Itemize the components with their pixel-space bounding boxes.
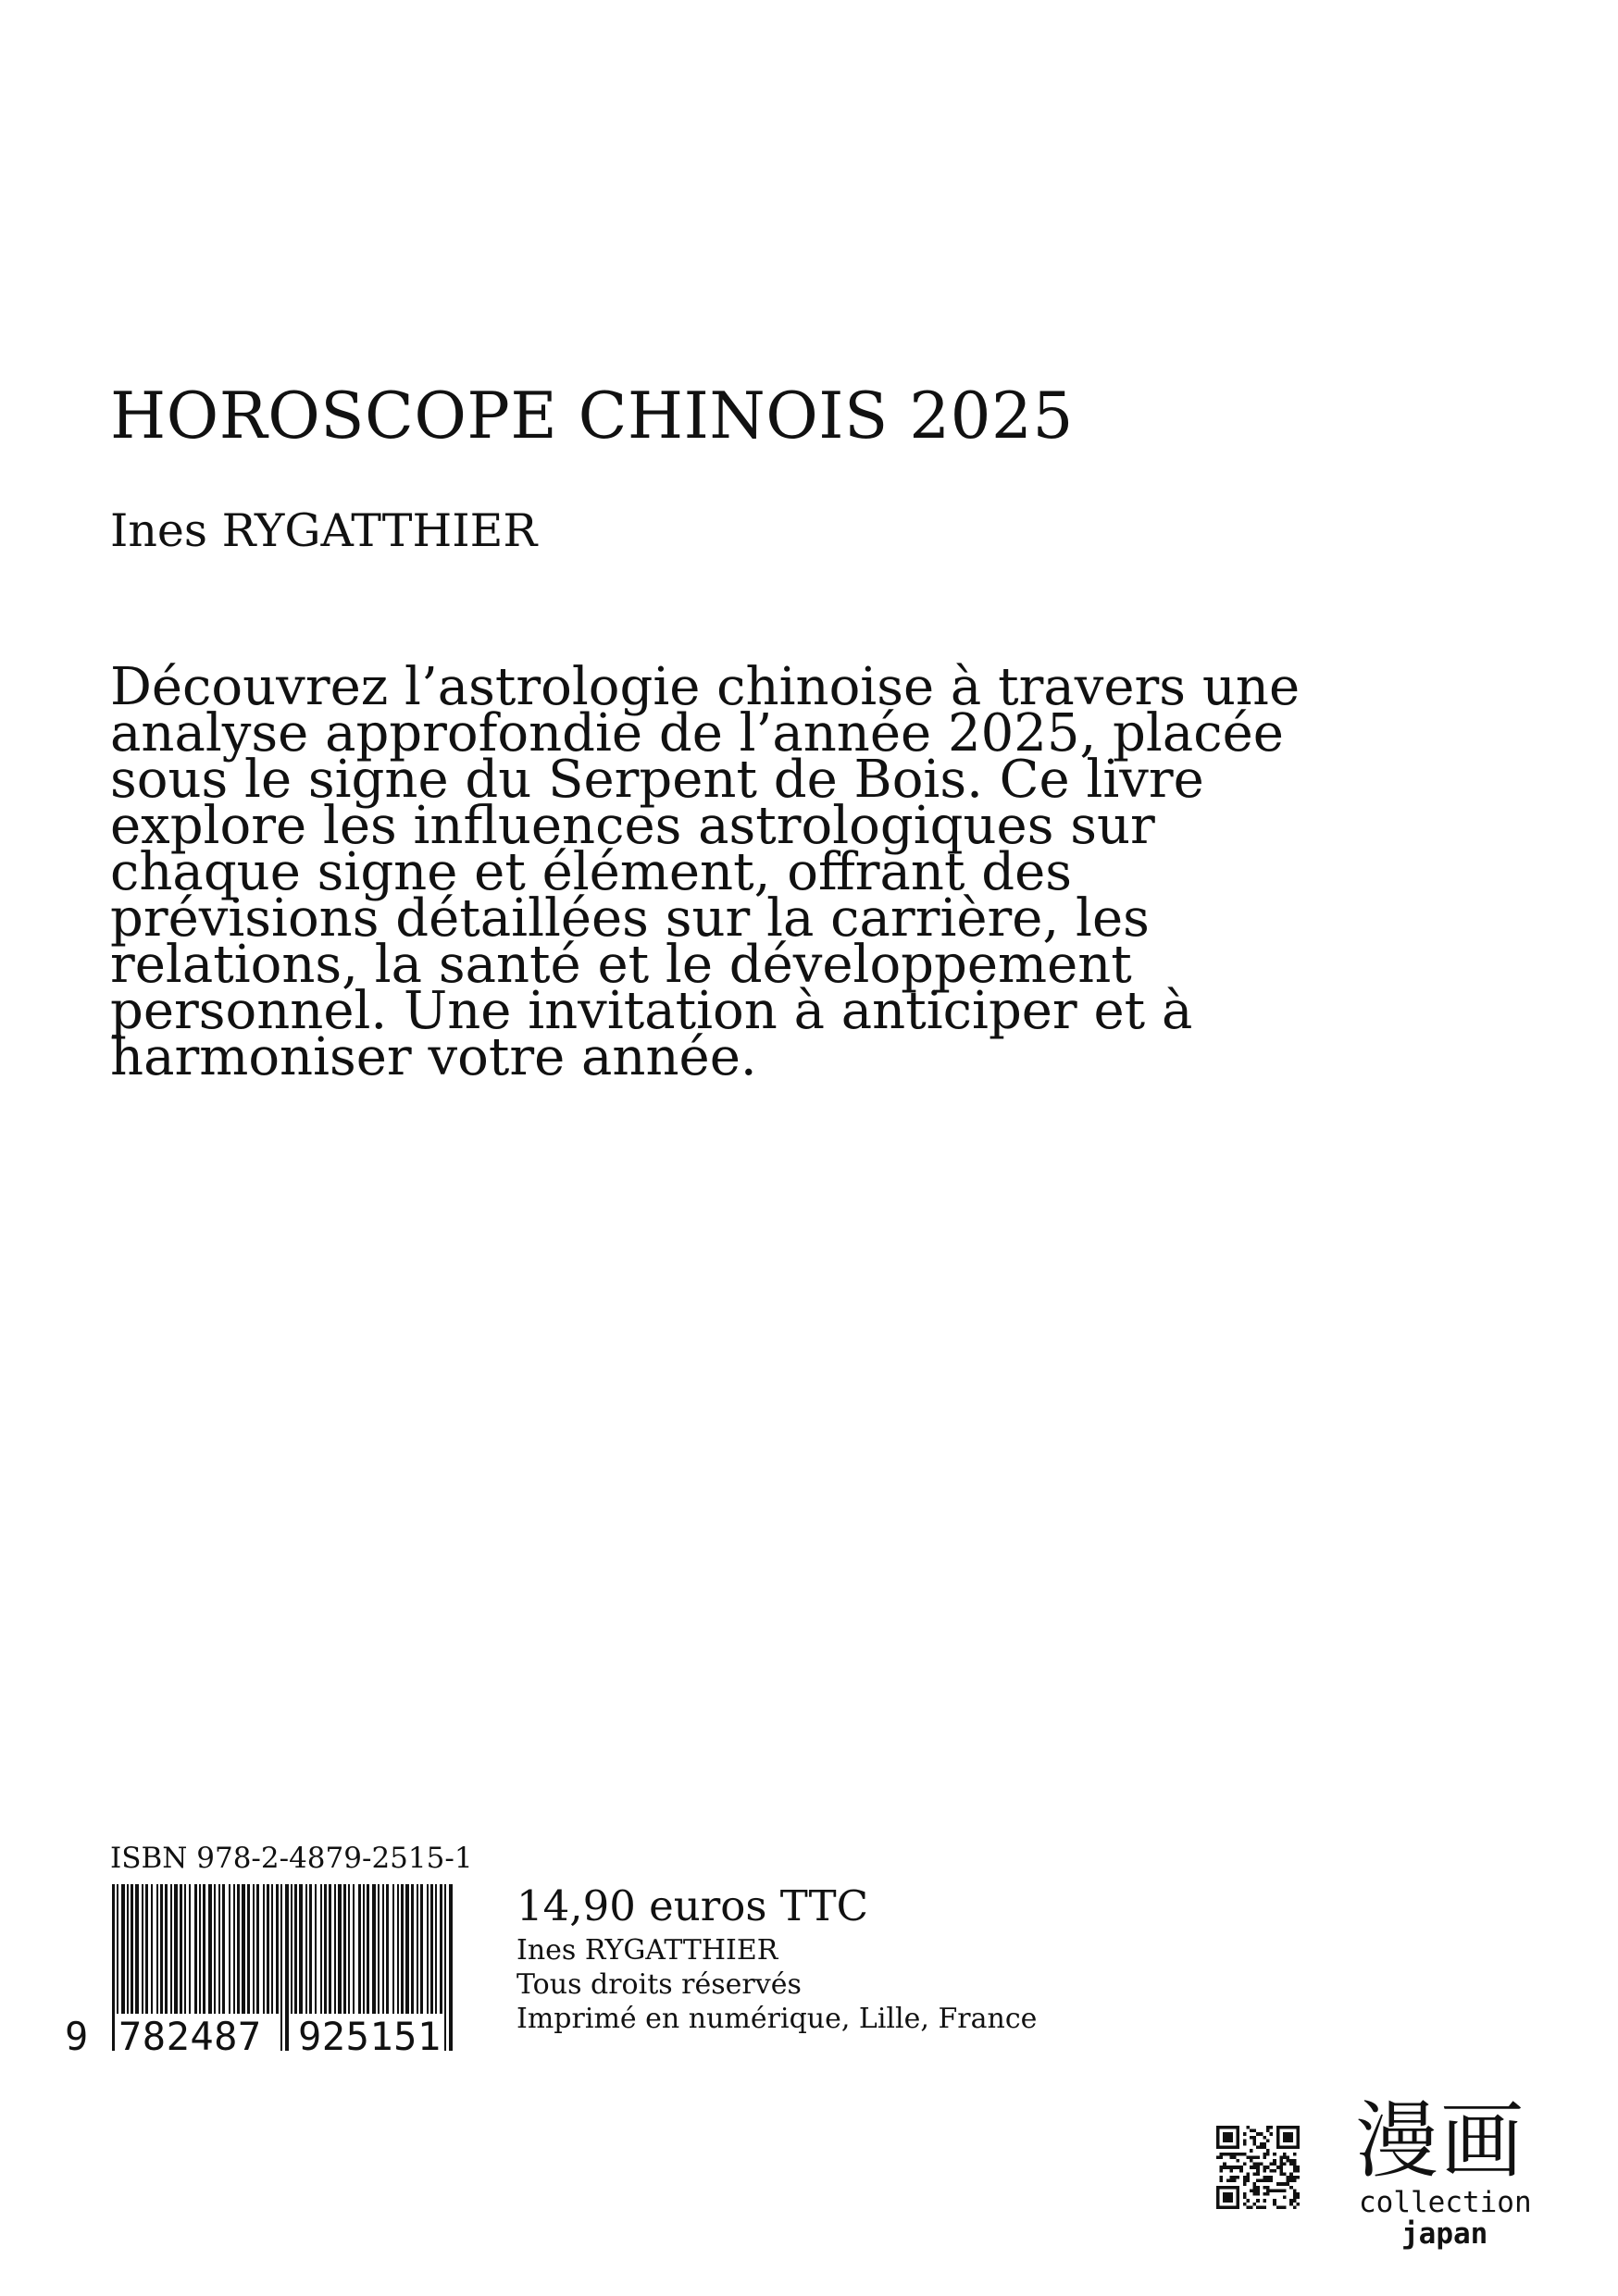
qr-module: [1287, 2155, 1290, 2159]
qr-module: [1293, 2199, 1297, 2203]
book-author: Ines RYGATTHIER: [110, 504, 538, 557]
qr-module: [1256, 2132, 1260, 2136]
barcode-bar: [386, 1884, 389, 2014]
qr-module: [1220, 2155, 1224, 2159]
book-blurb: [110, 657, 1301, 1087]
barcode-bar: [271, 1884, 273, 2014]
barcode-bar: [405, 1884, 409, 2014]
qr-module: [1270, 2126, 1274, 2129]
qr-module: [1233, 2179, 1237, 2183]
barcode-bar: [392, 1884, 394, 2014]
qr-module: [1283, 2163, 1287, 2166]
qr-module: [1246, 2179, 1250, 2183]
barcode-bar: [449, 1884, 453, 2051]
qr-module: [1243, 2176, 1247, 2179]
blurb-line: analyse approfondie de l’année 2025, placée: [110, 703, 1284, 763]
qr-module: [1293, 2176, 1297, 2179]
qr-module: [1279, 2172, 1283, 2176]
qr-module: [1246, 2199, 1250, 2203]
qr-module: [1293, 2159, 1297, 2163]
qr-module: [1263, 2136, 1266, 2140]
qr-module: [1253, 2129, 1257, 2133]
qr-module: [1263, 2192, 1266, 2196]
qr-module: [1266, 2139, 1270, 2142]
qr-module: [1270, 2176, 1274, 2179]
qr-module: [1253, 2139, 1257, 2142]
qr-module: [1293, 2163, 1297, 2166]
qr-module: [1276, 2205, 1280, 2209]
qr-module: [1229, 2176, 1233, 2179]
qr-module: [1260, 2142, 1263, 2146]
qr-module: [1256, 2179, 1260, 2183]
barcode-bar: [363, 1884, 365, 2014]
qr-module: [1237, 2166, 1240, 2169]
qr-module: [1296, 2176, 1300, 2179]
qr-module: [1253, 2166, 1257, 2169]
qr-module: [1273, 2159, 1276, 2163]
qr-module: [1270, 2189, 1274, 2192]
barcode-bar: [247, 1884, 250, 2014]
qr-module: [1270, 2132, 1274, 2136]
qr-module: [1229, 2169, 1233, 2173]
qr-module: [1279, 2169, 1283, 2173]
barcode-bar: [170, 1884, 172, 2014]
isbn-label: ISBN 978-2-4879-2515-1: [110, 1842, 473, 1875]
qr-module: [1260, 2205, 1263, 2209]
barcode-bar: [203, 1884, 205, 2014]
imprint-printed: Imprimé en numérique, Lille, France: [517, 2003, 1038, 2035]
price: 14,90 euros TTC: [517, 1881, 869, 1930]
qr-module: [1250, 2155, 1253, 2159]
barcode-bar: [417, 1884, 418, 2014]
barcode-bar: [378, 1884, 380, 2014]
qr-module: [1266, 2189, 1270, 2192]
qr-module: [1287, 2179, 1290, 2183]
qr-module: [1256, 2199, 1260, 2203]
imprint-rights: Tous droits réservés: [517, 1968, 802, 2001]
qr-module: [1256, 2172, 1260, 2176]
blurb-line: Découvrez l’astrologie chinoise à travers une: [110, 657, 1301, 717]
barcode-bar: [411, 1884, 414, 2014]
qr-module: [1283, 2182, 1287, 2186]
barcode-bar: [222, 1884, 225, 2014]
qr-module: [1229, 2166, 1233, 2169]
qr-module: [1263, 2142, 1266, 2146]
qr-module: [1223, 2153, 1226, 2156]
qr-module: [1283, 2172, 1287, 2176]
qr-module: [1263, 2155, 1266, 2159]
barcode-bar: [353, 1884, 355, 2014]
qr-module: [1263, 2179, 1266, 2183]
qr-module: [1287, 2159, 1290, 2163]
qr-module: [1220, 2176, 1224, 2179]
qr-module: [1253, 2186, 1257, 2190]
qr-module: [1289, 2199, 1293, 2203]
qr-module: [1263, 2166, 1266, 2169]
qr-module: [1293, 2196, 1297, 2200]
qr-module: [1243, 2182, 1247, 2186]
qr-module: [1260, 2179, 1263, 2183]
qr-module: [1233, 2155, 1237, 2159]
qr-module: [1270, 2169, 1274, 2173]
qr-module: [1276, 2182, 1280, 2186]
blurb-line: relations, la santé et le développement: [110, 935, 1132, 995]
qr-module: [1296, 2196, 1300, 2200]
qr-module: [1223, 2163, 1226, 2166]
barcode-bar: [334, 1884, 336, 2014]
barcode-bar: [142, 1884, 143, 2014]
qr-module: [1253, 2163, 1257, 2166]
qr-module: [1243, 2132, 1247, 2136]
barcode-bar: [229, 1884, 230, 2014]
qr-module: [1263, 2153, 1266, 2156]
qr-module: [1279, 2182, 1283, 2186]
qr-module: [1250, 2129, 1253, 2133]
qr-module: [1246, 2172, 1250, 2176]
blurb-line: harmoniser votre année.: [110, 1027, 757, 1087]
blurb-line: prévisions détaillées sur la carrière, les: [110, 888, 1150, 949]
qr-module: [1239, 2153, 1243, 2156]
qr-module: [1289, 2176, 1293, 2179]
qr-module: [1250, 2159, 1253, 2163]
qr-module: [1256, 2186, 1260, 2190]
qr-module: [1289, 2172, 1293, 2176]
barcode-bar: [180, 1884, 182, 2014]
book-title: HOROSCOPE CHINOIS 2025: [110, 379, 1074, 453]
qr-module: [1220, 2169, 1224, 2173]
barcode-bar: [324, 1884, 327, 2014]
qr-module: [1250, 2136, 1253, 2140]
qr-module: [1266, 2179, 1270, 2183]
qr-module: [1229, 2155, 1233, 2159]
qr-module: [1287, 2176, 1290, 2179]
barcode-bar: [435, 1884, 437, 2014]
qr-module: [1250, 2189, 1253, 2192]
qr-module: [1250, 2149, 1253, 2153]
barcode-bar: [444, 1884, 446, 2051]
qr-module: [1256, 2155, 1260, 2159]
qr-module: [1296, 2192, 1300, 2196]
qr-code-icon: [1216, 2126, 1300, 2209]
barcode-bar: [367, 1884, 369, 2014]
barcode-bar: [291, 1884, 292, 2014]
qr-module: [1279, 2159, 1283, 2163]
qr-module: [1260, 2163, 1263, 2166]
qr-module: [1233, 2153, 1237, 2156]
qr-module: [1279, 2155, 1283, 2159]
qr-module: [1293, 2189, 1297, 2192]
barcode-bar: [440, 1884, 442, 2014]
qr-module: [1273, 2203, 1276, 2206]
barcode-bar: [427, 1884, 429, 2014]
blurb-line: explore les influences astrologiques sur: [110, 796, 1155, 856]
qr-module: [1273, 2169, 1276, 2173]
qr-module: [1260, 2146, 1263, 2150]
qr-module: [1279, 2163, 1283, 2166]
barcode-bar: [280, 1884, 282, 2051]
qr-module: [1256, 2146, 1260, 2150]
qr-module: [1253, 2203, 1257, 2206]
qr-module: [1253, 2182, 1257, 2186]
qr-module: [1289, 2203, 1293, 2206]
qr-module: [1293, 2179, 1297, 2183]
qr-module: [1246, 2155, 1250, 2159]
qr-module: [1253, 2189, 1257, 2192]
qr-module: [1266, 2149, 1270, 2153]
qr-module: [1273, 2153, 1276, 2156]
qr-module: [1220, 2166, 1224, 2169]
qr-module: [1263, 2205, 1266, 2209]
qr-module: [1237, 2159, 1240, 2163]
qr-module: [1289, 2163, 1293, 2166]
qr-module: [1246, 2176, 1250, 2179]
qr-module: [1263, 2199, 1266, 2203]
qr-module: [1266, 2192, 1270, 2196]
barcode-bar: [315, 1884, 317, 2014]
qr-module: [1243, 2196, 1247, 2200]
barcode-bar: [127, 1884, 129, 2014]
qr-module: [1239, 2166, 1243, 2169]
barcode-bar: [242, 1884, 245, 2014]
qr-module: [1293, 2153, 1297, 2156]
barcode-bar: [263, 1884, 265, 2014]
qr-module: [1253, 2136, 1257, 2140]
barcode-bar: [401, 1884, 404, 2014]
barcode-bar: [218, 1884, 220, 2014]
qr-module: [1263, 2176, 1266, 2179]
qr-module: [1239, 2169, 1243, 2173]
qr-module: [1256, 2163, 1260, 2166]
qr-module: [1266, 2153, 1270, 2156]
qr-module: [1283, 2205, 1287, 2209]
barcode-bar: [329, 1884, 331, 2014]
qr-module: [1266, 2126, 1270, 2129]
barcode-bar: [372, 1884, 376, 2014]
qr-module: [1273, 2199, 1276, 2203]
barcode-bar: [320, 1884, 322, 2014]
qr-module: [1283, 2189, 1287, 2192]
qr-module: [1253, 2142, 1257, 2146]
qr-module: [1243, 2203, 1247, 2206]
qr-module: [1283, 2153, 1287, 2156]
qr-module: [1243, 2139, 1247, 2142]
qr-module: [1279, 2189, 1283, 2192]
barcode-bar: [121, 1884, 125, 2014]
qr-module: [1266, 2166, 1270, 2169]
collection-logo-line1: collection: [1359, 2186, 1532, 2219]
barcode-digit-first: 9: [65, 2014, 89, 2059]
qr-module: [1220, 2153, 1224, 2156]
barcode-bar: [174, 1884, 178, 2014]
qr-module: [1223, 2192, 1233, 2203]
qr-module: [1293, 2205, 1297, 2209]
barcode-bar: [237, 1884, 240, 2014]
qr-module: [1283, 2196, 1287, 2200]
qr-module: [1276, 2189, 1280, 2192]
qr-module: [1226, 2153, 1230, 2156]
qr-module: [1253, 2155, 1257, 2159]
qr-module: [1237, 2153, 1240, 2156]
barcode-digit-group1: 782487: [118, 2014, 262, 2059]
qr-module: [1237, 2176, 1240, 2179]
qr-module: [1246, 2205, 1250, 2209]
barcode-bar: [208, 1884, 212, 2014]
barcode-bar: [420, 1884, 423, 2014]
qr-module: [1273, 2163, 1276, 2166]
qr-module: [1256, 2192, 1260, 2196]
qr-module: [1293, 2166, 1297, 2169]
qr-module: [1243, 2163, 1247, 2166]
barcode-bar: [343, 1884, 346, 2014]
qr-module: [1229, 2153, 1233, 2156]
qr-module: [1293, 2169, 1297, 2173]
barcode-bar: [214, 1884, 216, 2014]
barcode-bar: [309, 1884, 312, 2014]
barcode-bar: [267, 1884, 269, 2014]
barcode-bar: [233, 1884, 235, 2014]
qr-module: [1220, 2179, 1224, 2183]
qr-module: [1256, 2166, 1260, 2169]
qr-module: [1296, 2166, 1300, 2169]
qr-module: [1223, 2132, 1233, 2142]
qr-module: [1246, 2126, 1250, 2129]
barcode-bar: [285, 1884, 289, 2051]
barcode-bar: [189, 1884, 191, 2014]
barcode-bar: [131, 1884, 133, 2014]
qr-module: [1216, 2155, 1220, 2159]
qr-module: [1270, 2179, 1274, 2183]
qr-module: [1263, 2186, 1266, 2190]
qr-module: [1266, 2186, 1270, 2190]
barcode-bar: [397, 1884, 399, 2014]
qr-module: [1243, 2142, 1247, 2146]
barcode-bar: [253, 1884, 255, 2014]
qr-module: [1283, 2132, 1293, 2142]
barcode-bar: [276, 1884, 279, 2014]
qr-module: [1296, 2203, 1300, 2206]
qr-module: [1263, 2146, 1266, 2150]
barcode-bar: [294, 1884, 297, 2014]
barcode-bar: [156, 1884, 158, 2014]
qr-module: [1276, 2166, 1280, 2169]
qr-module: [1289, 2179, 1293, 2183]
barcode-bar: [184, 1884, 186, 2014]
qr-module: [1243, 2179, 1247, 2183]
qr-module: [1289, 2186, 1293, 2190]
qr-module: [1279, 2205, 1283, 2209]
barcode-bar: [194, 1884, 197, 2014]
qr-module: [1250, 2205, 1253, 2209]
barcode-bar: [112, 1884, 115, 2051]
qr-module: [1283, 2155, 1287, 2159]
qr-module: [1263, 2169, 1266, 2173]
barcode-bar: [160, 1884, 163, 2014]
qr-module: [1233, 2176, 1237, 2179]
qr-module: [1287, 2182, 1290, 2186]
barcode-bar: [305, 1884, 307, 2014]
barcode-bar: [256, 1884, 259, 2014]
qr-module: [1273, 2189, 1276, 2192]
blurb-line: chaque signe et élément, offrant des: [110, 842, 1072, 902]
qr-module: [1243, 2192, 1247, 2196]
qr-module: [1226, 2166, 1230, 2169]
barcode-bar: [348, 1884, 350, 2014]
qr-module: [1296, 2169, 1300, 2173]
qr-module: [1266, 2176, 1270, 2179]
barcode-bar: [338, 1884, 342, 2014]
qr-module: [1223, 2166, 1226, 2169]
blurb-line: personnel. Une invitation à anticiper et à: [110, 981, 1193, 1041]
qr-module: [1243, 2153, 1247, 2156]
qr-module: [1233, 2166, 1237, 2169]
qr-module: [1226, 2179, 1230, 2183]
barcode-bar: [382, 1884, 384, 2014]
qr-module: [1289, 2159, 1293, 2163]
qr-module: [1256, 2189, 1260, 2192]
barcode-digit-group2: 925151: [298, 2014, 442, 2059]
qr-module: [1266, 2129, 1270, 2133]
barcode-bar: [151, 1884, 153, 2014]
qr-module: [1270, 2163, 1274, 2166]
qr-module: [1293, 2192, 1297, 2196]
barcode-bar: [135, 1884, 139, 2014]
imprint-author: Ines RYGATTHIER: [517, 1934, 778, 1967]
barcode-bar: [199, 1884, 201, 2014]
qr-module: [1256, 2169, 1260, 2173]
barcode-bar: [299, 1884, 303, 2014]
collection-logo-kanji: 漫画: [1355, 2092, 1525, 2190]
qr-module: [1279, 2166, 1283, 2169]
qr-module: [1229, 2179, 1233, 2183]
blurb-line: sous le signe du Serpent de Bois. Ce livre: [110, 750, 1204, 810]
qr-module: [1256, 2205, 1260, 2209]
barcode-bar: [358, 1884, 361, 2014]
barcode-bar: [145, 1884, 148, 2014]
barcode-bar: [165, 1884, 168, 2014]
qr-module: [1250, 2166, 1253, 2169]
qr-module: [1260, 2132, 1263, 2136]
barcode-bar: [430, 1884, 433, 2014]
collection-logo-line2: japan: [1401, 2217, 1488, 2251]
qr-module: [1253, 2192, 1257, 2196]
qr-module: [1253, 2172, 1257, 2176]
